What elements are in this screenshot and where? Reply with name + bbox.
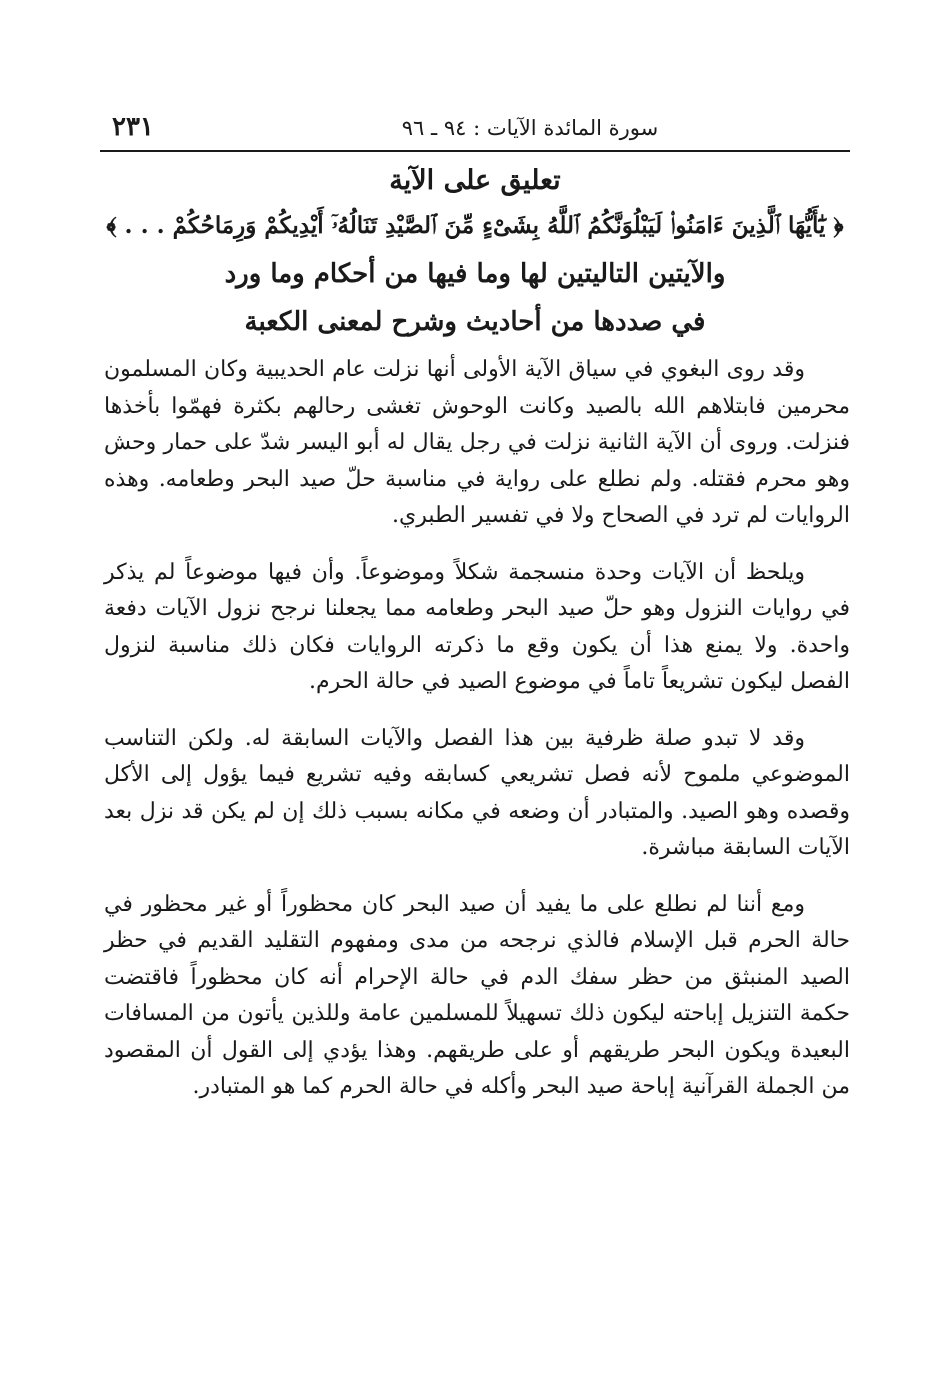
paragraph: ويلحظ أن الآيات وحدة منسجمة شكلاً وموضوعاً. وأن فيها موضوعاً لم يذكر في روايات النزول وهو حلّ صيد البحر وطعامه مما يجعلنا نرجح نزول الآيات دفعة واحدة. ولا يمنع هذا أن يكون وقع ما ذكرته الروايات فكان ذلك مناسبة لنزول الفصل ليكون تشريعاً تاماً في موضوع الصيد في حالة الحرم. <box>104 559 850 694</box>
page-number: ٢٣١ <box>112 112 154 142</box>
header-divider <box>100 150 850 152</box>
section-heading <box>100 160 850 346</box>
running-title: سورة المائدة الآيات : ٩٤ ـ ٩٦ <box>401 116 659 140</box>
quran-verse: ﴿ يَٰٓأَيُّهَا ٱلَّذِينَ ءَامَنُوا۟ لَيَبْلُوَنَّكُمُ ٱللَّهُ بِشَىْءٍ مِّنَ ٱلصَّيْدِ تَنَالُهُۥٓ أَيْدِيكُمْ وَرِمَاحُكُمْ . . . ﴾ <box>106 212 844 239</box>
page-header <box>100 108 850 148</box>
body-text <box>104 352 850 1126</box>
paragraph: وقد لا تبدو صلة ظرفية بين هذا الفصل والآيات السابقة له. ولكن التناسب الموضوعي ملموح لأنه فصل تشريعي كسابقه وفيه تشريع فيما يؤول إلى الأكل وقصده وهو الصيد. والمتبادر أن وضعه في مكانه بسبب ذلك إن لم يكن قد نزل بعد الآيات السابقة مباشرة. <box>104 725 851 860</box>
section-title: تعليق على الآية <box>389 165 561 196</box>
section-subtitle-line-2: في صددها من أحاديث وشرح لمعنى الكعبة <box>244 307 706 337</box>
section-subtitle-line-1: والآيتين التاليتين لها وما فيها من أحكام وما ورد <box>224 259 726 289</box>
paragraph: وقد روى البغوي في سياق الآية الأولى أنها نزلت عام الحديبية وكان المسلمون محرمين فابتلاهم الله بالصيد وكانت الوحوش تغشى رحالهم بكثرة فهمّوا بأخذها فنزلت. وروى أن الآية الثانية نزلت في رجل يقال له أبو اليسر شدّ على حمار وحش وهو محرم فقتله. ولم نطلع على رواية في مناسبة حلّ صيد البحر وطعامه. وهذه الروايات لم ترد في الصحاح ولا في تفسير الطبري. <box>104 357 850 528</box>
paragraph: ومع أننا لم نطلع على ما يفيد أن صيد البحر كان محظوراً أو غير محظور في حالة الحرم قبل الإسلام فالذي نرجحه من مدى ومفهوم التقليد القديم في حظر الصيد المنبثق من حظر سفك الدم في حالة الإحرام أنه كان محظوراً فاقتضت حكمة التنزيل إباحته ليكون ذلك تسهيلاً للمسلمين عامة وللذين يأتون من المسافات البعيدة ويكون البحر طريقهم أو على طريقهم. وهذا يؤدي إلى القول أن المقصود من الجملة القرآنية إباحة صيد البحر وأكله في حالة الحرم كما هو المتبادر. <box>104 891 850 1099</box>
